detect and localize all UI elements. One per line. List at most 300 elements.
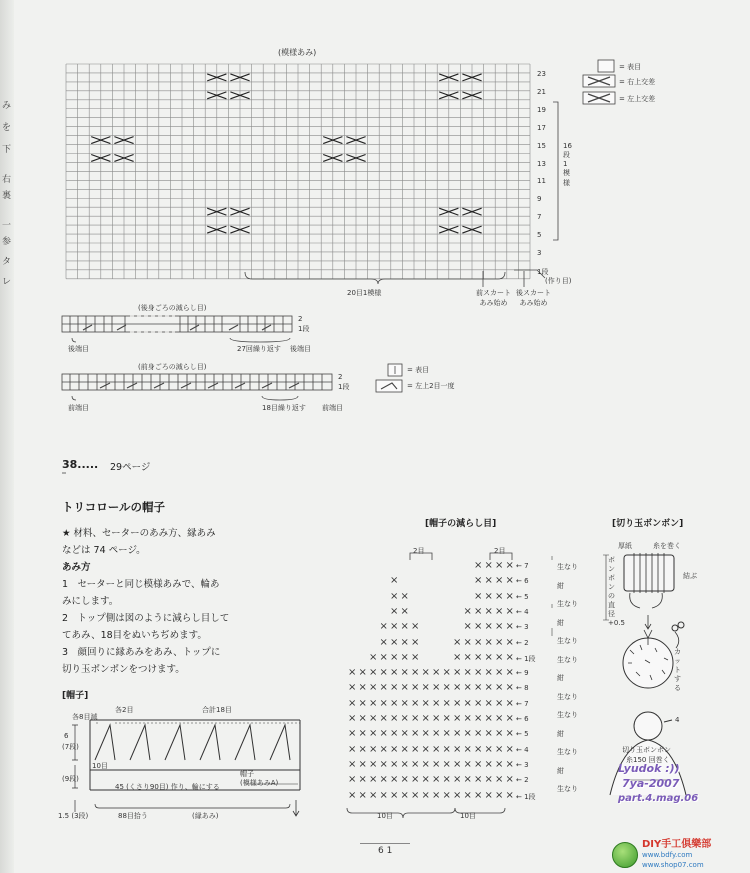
stitch-mark: × — [348, 697, 357, 709]
decrease-top-left: 2目 — [413, 547, 425, 555]
stitch-mark: × — [495, 697, 504, 709]
side-label-char: 模 — [563, 169, 570, 177]
pattern-chart-title: (模様あみ) — [278, 48, 317, 57]
stitch-mark: × — [400, 789, 409, 801]
row-number: 5 — [537, 231, 542, 240]
yarn-color-label: 紺 — [557, 581, 564, 590]
stitch-mark: × — [432, 697, 441, 709]
stitch-mark: × — [390, 590, 399, 602]
hat-edge: (縁あみ) — [192, 812, 219, 820]
legend-knit: = 表目 — [407, 366, 430, 374]
row-number: 21 — [537, 87, 546, 96]
stitch-mark: × — [484, 575, 493, 587]
logo-url: www.bdfy.com — [642, 851, 693, 859]
section-page-ref: 29ページ — [110, 462, 151, 473]
front-skirt-label — [476, 288, 511, 308]
margin-char: を — [2, 123, 12, 133]
stitch-mark: × — [379, 697, 388, 709]
stitch-mark: × — [411, 682, 420, 694]
stitch-mark: × — [474, 774, 483, 786]
stitch-mark: × — [484, 758, 493, 770]
stitch-mark: × — [411, 636, 420, 648]
pompom-wraps: 糸150 回巻く — [626, 756, 670, 764]
stitch-mark: × — [379, 789, 388, 801]
decrease-row-number: ← 2 — [516, 776, 529, 785]
stitch-mark: × — [505, 605, 514, 617]
logo-icon — [612, 842, 638, 868]
stitch-mark: × — [484, 682, 493, 694]
yarn-color-label: 生なり — [557, 655, 578, 664]
stitch-mark: × — [463, 682, 472, 694]
decrease-row-number: ← 1段 — [516, 792, 536, 801]
stitch-mark: × — [390, 713, 399, 724]
stitch-mark: × — [495, 560, 504, 571]
stitch-mark: × — [411, 728, 420, 740]
stitch-mark: × — [400, 697, 409, 709]
stitch-mark: × — [400, 621, 409, 633]
stitch-mark: × — [400, 605, 409, 617]
stitch-mark: × — [484, 728, 493, 740]
side-brace — [553, 102, 558, 240]
stitch-mark: × — [505, 636, 514, 648]
stitch-mark: × — [474, 605, 483, 617]
stitch-mark: × — [358, 728, 367, 740]
legend-plain-box — [598, 60, 614, 72]
stitch-mark: × — [463, 728, 472, 740]
front-skirt-line: 前スカート — [476, 289, 511, 297]
watermark — [618, 761, 698, 806]
stitch-mark: × — [442, 728, 451, 740]
decrease-row-number: ← 5 — [516, 730, 529, 739]
hat-ten: 10目 — [92, 762, 108, 770]
stitch-mark: × — [379, 621, 388, 633]
stitch-mark: × — [495, 575, 504, 587]
chart-brace — [347, 808, 455, 818]
stitch-mark: × — [348, 743, 357, 755]
stitch-mark: × — [463, 605, 472, 617]
hat-title: トリコロールの帽子 — [62, 500, 166, 514]
legend-right-cross: = 右上交差 — [619, 78, 656, 86]
stitch-mark: × — [358, 789, 367, 801]
stitch-mark: × — [442, 713, 451, 724]
yarn-color-label: 生なり — [557, 563, 578, 571]
watermark-line: 7ya-2007 — [622, 777, 680, 790]
margin-char: 一 — [2, 221, 12, 231]
stitch-mark: × — [421, 774, 430, 786]
decrease-row-number: ← 8 — [516, 684, 529, 693]
stitch-mark: × — [505, 743, 514, 755]
stitch-mark: × — [411, 743, 420, 755]
stitch-mark: × — [505, 789, 514, 801]
stitch-mark: × — [495, 667, 504, 679]
stitch-mark: × — [495, 636, 504, 648]
decrease-row-number: ← 7 — [516, 699, 529, 708]
stitch-mark: × — [474, 743, 483, 755]
hat-dec8: 各8目減 — [72, 713, 98, 721]
stitch-mark: × — [421, 758, 430, 770]
stitch-mark: × — [411, 713, 420, 724]
decrease-chart-title: [帽子の減らし目] — [425, 519, 497, 529]
stitch-mark: × — [453, 713, 462, 724]
stitch-mark: × — [484, 651, 493, 663]
pattern-grid — [66, 64, 530, 279]
stitch-mark: × — [390, 697, 399, 709]
legend-plain: = 表目 — [619, 63, 642, 71]
stitch-mark: × — [484, 774, 493, 786]
front-end-left: 前端目 — [68, 404, 89, 412]
stitch-mark: × — [474, 713, 483, 724]
stitch-mark: × — [495, 743, 504, 755]
stitch-mark: × — [505, 682, 514, 694]
instruction-line: 1 セーターと同じ模様あみで、輪あ — [62, 579, 220, 590]
watermark-line: Lyudok :)) — [618, 762, 680, 775]
stitch-mark: × — [411, 774, 420, 786]
side-label-char: 様 — [563, 179, 570, 187]
stitch-mark: × — [453, 789, 462, 801]
stitch-mark: × — [379, 636, 388, 648]
stitch-mark: × — [369, 713, 378, 724]
stitch-mark: × — [432, 667, 441, 679]
stitch-mark: × — [505, 728, 514, 740]
stitch-mark: × — [442, 774, 451, 786]
stitch-mark: × — [463, 636, 472, 648]
margin-char: 参 — [2, 237, 12, 247]
stitch-mark: × — [390, 605, 399, 617]
yarn-color-label: 紺 — [557, 674, 564, 682]
yarn-color-label: 生なり — [557, 637, 578, 645]
hat-total: 合計18目 — [202, 706, 232, 714]
stitch-mark: × — [390, 651, 399, 663]
stitch-mark: × — [474, 636, 483, 648]
stitch-mark: × — [495, 651, 504, 663]
pompom-title: [切り玉ボンボン] — [612, 519, 684, 529]
stitch-mark: × — [442, 682, 451, 694]
site-logo — [612, 840, 711, 870]
back-decrease-strip — [62, 316, 292, 342]
stitch-mark: × — [400, 713, 409, 724]
stitch-mark: × — [432, 728, 441, 740]
stitch-mark: × — [348, 789, 357, 801]
stitch-mark: × — [421, 743, 430, 755]
stitch-mark: × — [400, 728, 409, 740]
stitch-mark: × — [474, 758, 483, 770]
page-number: 6 1 — [378, 846, 393, 856]
stitch-mark: × — [432, 774, 441, 786]
stitch-mark: × — [390, 728, 399, 740]
stitch-mark: × — [453, 743, 462, 755]
side-label-char: 16 — [563, 142, 572, 150]
row-number: 7 — [537, 213, 542, 222]
stitch-mark: × — [348, 682, 357, 694]
stitch-mark: × — [442, 667, 451, 679]
stitch-mark: × — [411, 697, 420, 709]
stitch-mark: × — [474, 575, 483, 587]
decrease-row-number: ← 3 — [516, 623, 529, 632]
back-row-1: 1段 — [298, 325, 310, 333]
yarn-color-label: 生なり — [557, 600, 578, 608]
stitch-mark: × — [390, 774, 399, 786]
stitch-mark: × — [432, 743, 441, 755]
decrease-row-number: ← 3 — [516, 760, 529, 769]
row-number: 13 — [537, 159, 546, 168]
stitch-mark: × — [495, 605, 504, 617]
yarn-color-label: 紺 — [557, 766, 564, 775]
stitch-mark: × — [400, 651, 409, 663]
logo-name: DIY手工俱樂部 — [642, 839, 712, 850]
instruction-line: てあみ、18目をぬいちぢめます。 — [62, 630, 207, 641]
row-number: 1段 — [537, 267, 549, 276]
hat-r7: (7段) — [62, 743, 79, 751]
legend-left-cross: = 左上交差 — [619, 95, 656, 103]
row-number: 17 — [537, 123, 546, 132]
stitch-mark: × — [505, 774, 514, 786]
decrease-bottom-right: 10目 — [460, 812, 476, 820]
stitch-mark: × — [463, 789, 472, 801]
margin-char: み — [2, 101, 12, 111]
stitch-mark: × — [390, 667, 399, 679]
stitch-mark: × — [463, 697, 472, 709]
stitch-mark: × — [358, 667, 367, 679]
hat-dec2: 各2目 — [115, 706, 134, 714]
row-number: 19 — [537, 105, 546, 114]
stitch-mark: × — [421, 728, 430, 740]
instruction-line: 切り玉ボンボンをつけます。 — [62, 664, 185, 675]
stitch-mark: × — [484, 697, 493, 709]
stitch-mark: × — [442, 743, 451, 755]
hat-instructions — [62, 525, 229, 678]
stitch-mark: × — [421, 697, 430, 709]
stitch-mark: × — [390, 636, 399, 648]
stitch-mark: × — [390, 682, 399, 694]
hat-cast: 45 (くさり90目) 作り、輪にする — [115, 783, 220, 791]
stitch-mark: × — [348, 713, 357, 724]
stitch-mark: × — [442, 697, 451, 709]
side-label-char: 段 — [563, 151, 570, 159]
yarn-color-label: 生なり — [557, 748, 578, 756]
row-note-1: (作り目) — [545, 277, 572, 285]
logo-url: www.shop07.com — [642, 861, 704, 869]
back-end-left: 後端目 — [68, 345, 89, 353]
hat-diagram-title: [帽子] — [62, 691, 89, 701]
stitch-mark: × — [484, 743, 493, 755]
stitch-mark: × — [505, 667, 514, 679]
stitch-mark: × — [484, 636, 493, 648]
stitch-mark: × — [358, 713, 367, 724]
section-number: 38..... — [62, 458, 99, 471]
decrease-row-number: ← 4 — [516, 607, 529, 616]
stitch-mark: × — [348, 774, 357, 786]
instruction-line: 2 トップ側は図のように減らし目して — [62, 613, 230, 624]
hat-r9: (9段) — [62, 775, 79, 783]
stitch-mark: × — [474, 590, 483, 602]
pompom-wind: 糸を巻く — [653, 542, 681, 550]
stitch-mark: × — [358, 774, 367, 786]
stitch-mark: × — [453, 697, 462, 709]
side-label-char: 1 — [563, 160, 568, 168]
stitch-mark: × — [369, 743, 378, 755]
stitch-mark: × — [369, 758, 378, 770]
margin-char: タ — [2, 257, 12, 267]
back-repeat: 27回繰り返す — [237, 345, 281, 353]
decrease-row-number: ← 7 — [516, 562, 529, 570]
stitch-mark: × — [505, 713, 514, 724]
stitch-mark: × — [421, 667, 430, 679]
stitch-mark: × — [453, 651, 462, 663]
stitch-mark: × — [484, 560, 493, 571]
back-skirt-label — [516, 288, 551, 308]
stitch-mark: × — [474, 667, 483, 679]
stitch-mark: × — [369, 667, 378, 679]
stitch-mark: × — [484, 667, 493, 679]
stitch-mark: × — [411, 789, 420, 801]
pompom-tie: 結ぶ — [683, 572, 697, 580]
stitch-mark: × — [369, 774, 378, 786]
stitch-mark: × — [379, 774, 388, 786]
stitch-mark: × — [474, 560, 483, 571]
decrease-bottom-left: 10目 — [377, 812, 393, 820]
pompom-four: 4 — [675, 716, 680, 724]
hat-r6: 6 — [64, 732, 69, 740]
legend-k2tog-box — [376, 380, 402, 392]
instruction-line: ★ 材料、セーターのあみ方、縁あみ — [62, 528, 216, 539]
stitch-mark: × — [369, 651, 378, 663]
front-skirt-line: あみ始め — [479, 299, 508, 307]
stitch-mark: × — [400, 590, 409, 602]
front-decrease-strip — [62, 364, 402, 400]
stitch-mark: × — [400, 667, 409, 679]
stitch-mark: × — [421, 789, 430, 801]
front-end-right: 前端目 — [322, 404, 343, 412]
stitch-mark: × — [484, 789, 493, 801]
legend-k2tog: = 左上2目一度 — [407, 382, 455, 390]
yarn-color-label: 紺 — [557, 618, 564, 627]
stitch-mark: × — [495, 774, 504, 786]
stitch-mark: × — [411, 621, 420, 633]
front-row-1: 1段 — [338, 383, 350, 391]
stitch-mark: × — [432, 713, 441, 724]
stitch-mark: × — [484, 590, 493, 602]
margin-char: 下 — [2, 145, 12, 155]
side-label — [563, 142, 573, 188]
front-decrease-title: (前身ごろの減らし目) — [138, 363, 207, 371]
hat-r15: 1.5 (3段) — [58, 812, 89, 820]
front-repeat: 18目繰り返す — [262, 404, 306, 412]
row-number: 9 — [537, 195, 542, 204]
stitch-mark: × — [474, 651, 483, 663]
back-decrease-title: (後身ごろの減らし目) — [138, 304, 207, 312]
hat-pattern: (模様あみA) — [240, 779, 279, 787]
stitch-mark: × — [390, 621, 399, 633]
yarn-color-label: 生なり — [557, 785, 578, 793]
stitch-mark: × — [495, 789, 504, 801]
yarn-color-label: 紺 — [557, 729, 564, 738]
decrease-row-number: ← 6 — [516, 577, 529, 586]
stitch-mark: × — [411, 651, 420, 663]
stitch-mark: × — [505, 621, 514, 633]
instruction-line: 3 顔回りに縁あみをあみ、トップに — [62, 647, 221, 658]
stitch-mark: × — [495, 758, 504, 770]
stitch-mark: × — [453, 682, 462, 694]
margin-char: 右 — [2, 175, 12, 185]
stitch-mark: × — [474, 728, 483, 740]
decrease-row-number: ← 6 — [516, 715, 529, 723]
stitch-mark: × — [348, 728, 357, 740]
decrease-row-number: ← 2 — [516, 638, 529, 647]
stitch-mark: × — [379, 667, 388, 679]
row-number: 11 — [537, 177, 546, 186]
stitch-mark: × — [432, 758, 441, 770]
stitch-mark: × — [348, 667, 357, 679]
stitch-mark: × — [390, 758, 399, 770]
stitch-mark: × — [432, 789, 441, 801]
stitch-mark: × — [505, 590, 514, 602]
pompom-cut: カットする — [674, 648, 681, 692]
stitch-mark: × — [358, 682, 367, 694]
stitch-mark: × — [390, 789, 399, 801]
stitch-mark: × — [484, 621, 493, 633]
margin-char: 裏 — [2, 191, 12, 201]
stitch-mark: × — [495, 728, 504, 740]
stitch-mark: × — [379, 713, 388, 724]
repeat-brace — [245, 272, 505, 284]
stitch-mark: × — [474, 697, 483, 709]
stitch-mark: × — [369, 697, 378, 709]
stitch-mark: × — [495, 621, 504, 633]
stitch-mark: × — [495, 713, 504, 724]
stitch-mark: × — [400, 743, 409, 755]
instruction-line: などは 74 ページ。 — [62, 545, 146, 556]
stitch-mark: × — [474, 621, 483, 633]
back-end-right: 後端目 — [290, 345, 311, 353]
stitch-mark: × — [390, 743, 399, 755]
stitch-mark: × — [369, 789, 378, 801]
repeat-label: 20目1模様 — [347, 289, 382, 297]
back-skirt-line: あみ始め — [519, 299, 548, 307]
hat-pick: 88目拾う — [118, 812, 148, 820]
yarn-color-label: 生なり — [557, 711, 578, 719]
stitch-mark: × — [432, 682, 441, 694]
stitch-mark: × — [463, 651, 472, 663]
row-number: 23 — [537, 70, 546, 78]
stitch-mark: × — [442, 758, 451, 770]
stitch-mark: × — [505, 560, 514, 571]
stitch-mark: × — [463, 758, 472, 770]
stitch-mark: × — [358, 743, 367, 755]
instruction-heading: あみ方 — [62, 562, 91, 573]
stitch-mark: × — [379, 758, 388, 770]
front-row-2: 2 — [338, 373, 343, 381]
stitch-mark: × — [505, 575, 514, 587]
decrease-top-right: 2目 — [494, 547, 506, 555]
pompom-diameter: ボンボンの直径+0.5 — [608, 556, 625, 627]
stitch-mark: × — [505, 651, 514, 663]
stitch-mark: × — [369, 728, 378, 740]
stitch-mark: × — [421, 682, 430, 694]
stitch-mark: × — [453, 667, 462, 679]
stitch-mark: × — [474, 682, 483, 694]
stitch-mark: × — [411, 667, 420, 679]
stitch-mark: × — [379, 651, 388, 663]
stitch-mark: × — [453, 774, 462, 786]
stitch-mark: × — [400, 758, 409, 770]
decrease-row-number: ← 9 — [516, 669, 529, 678]
stitch-mark: × — [463, 774, 472, 786]
back-skirt-line: 後スカート — [516, 289, 551, 297]
page-number-rule — [360, 843, 410, 844]
stitch-mark: × — [495, 590, 504, 602]
stitch-mark: × — [421, 713, 430, 724]
stitch-mark: × — [453, 728, 462, 740]
